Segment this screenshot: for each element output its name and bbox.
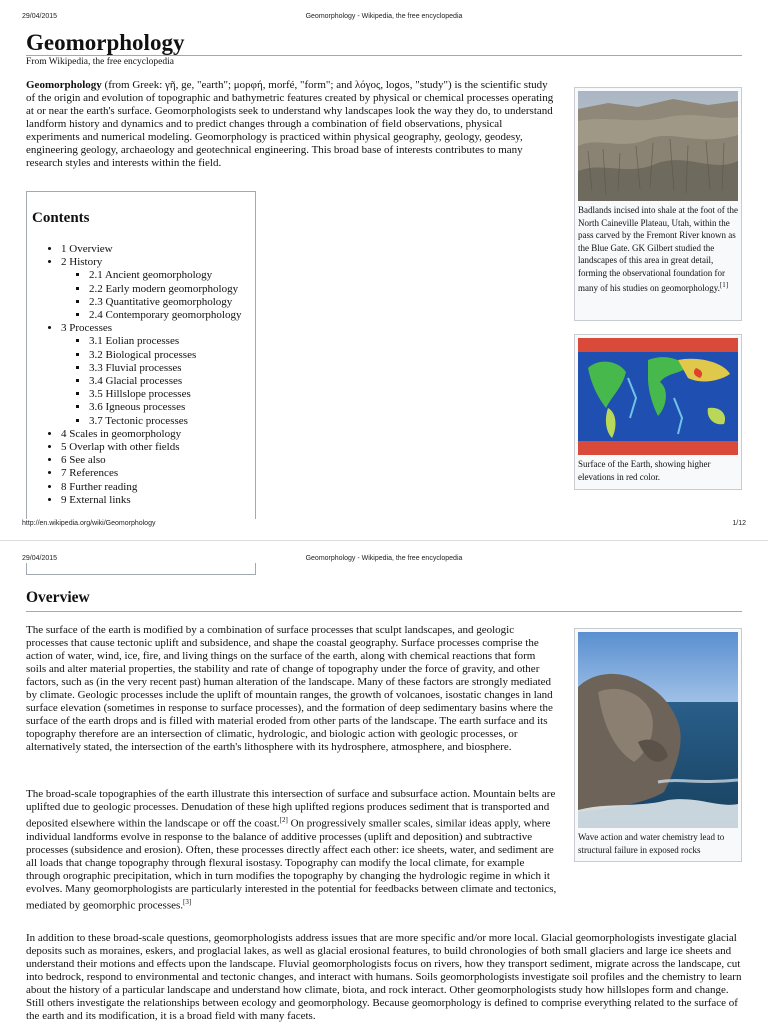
section-heading-overview: Overview: [26, 589, 90, 606]
ref-2[interactable]: [2]: [279, 816, 288, 824]
toc-item[interactable]: [61, 454, 241, 467]
wave-rocks-image[interactable]: [578, 632, 738, 828]
toc-sublist: [61, 335, 241, 427]
toc-item[interactable]: [61, 441, 241, 454]
print-date-2: 29/04/2015: [22, 555, 58, 562]
ref-3[interactable]: [3]: [183, 897, 192, 906]
toc-subitem[interactable]: ▪ 2.3 Quantitative geomorphology: [89, 296, 241, 309]
lead-term: Geomorphology: [26, 79, 102, 91]
toc-item[interactable]: [61, 481, 241, 494]
print-url: http://en.wikipedia.org/wiki/Geomorphology: [22, 520, 156, 527]
figure-wave: [574, 628, 742, 862]
print-page-number: 1/12: [732, 520, 746, 527]
toc-subitem[interactable]: ▪ 2.2 Early modern geomorphology: [89, 283, 241, 296]
section-divider: [26, 611, 742, 612]
toc-subitem[interactable]: ▪ 3.1 Eolian processes: [89, 335, 241, 348]
table-of-contents: [26, 191, 256, 519]
toc-subitem[interactable]: ▪ 3.3 Fluvial processes: [89, 362, 241, 375]
toc-item[interactable]: [61, 467, 241, 480]
page-title: Geomorphology: [26, 30, 185, 55]
toc-item-label[interactable]: 5 Overlap with other fields: [61, 441, 180, 454]
toc-item[interactable]: [61, 322, 241, 428]
toc-list: [61, 243, 241, 507]
caption-badlands: Badlands incised into shale at the foot of the North Caineville Plateau, Utah, within the pass carved by the Fremont River known as the Blue Gate. GK Gilbert studied the landscapes of this area in great detail, forming the observational foundation for many of his studies on geomorphology.[1]: [578, 205, 738, 293]
print-title: Geomorphology - Wikipedia, the free encyclopedia: [305, 13, 463, 20]
figure-badlands: [574, 87, 742, 321]
toc-subitem[interactable]: ▪ 3.6 Igneous processes: [89, 401, 241, 414]
toc-subitem[interactable]: ▪ 3.5 Hillslope processes: [89, 388, 241, 401]
toc-item[interactable]: [61, 256, 241, 322]
caption-wave: Wave action and water chemistry lead to structural failure in exposed rocks: [578, 832, 725, 855]
toc-item-label[interactable]: 8 Further reading: [61, 480, 138, 493]
toc-continuation: [26, 563, 256, 575]
toc-item[interactable]: [61, 243, 241, 256]
toc-subitem[interactable]: ▪ 3.7 Tectonic processes: [89, 415, 241, 428]
title-divider: [26, 55, 742, 56]
toc-subitem[interactable]: ▪ 2.4 Contemporary geomorphology: [89, 309, 241, 322]
toc-item-label[interactable]: 4 Scales in geomorphology: [61, 427, 182, 440]
caption-earth: Surface of the Earth, showing higher elevations in red color.: [578, 459, 711, 482]
ref-1[interactable]: [1]: [719, 281, 729, 289]
badlands-image[interactable]: [578, 91, 738, 201]
lead-paragraph: [26, 79, 556, 170]
overview-paragraph-3: In addition to these broad-scale questions, geomorphologists address issues that are more specific and/or more local. Glacial geomorphologists investigate glacial deposits such as moraines, eskers, and proglacial lakes, as well as glacial erosional features, to build chronologies of both small glaciers and large ice sheets and understand their motions and effects upon the landscape. Fluvial geomorphologists focus on rivers, how they transport sediment, migrate across the landscape, cut into bedrock, respond to environmental and tectonic changes, and interact with humans. Soils geomorphologists investigate soil profiles and the chemistry to learn about the history of a particular landscape and understand how climate, biota, and rock interact. Other geomorphologists study how hillslopes form and change. Still others investigate the relationships between ecology and geomorphology. Because geomorphology is defined to comprise everything related to the surface of the earth and its modification, it is a broad field with many facets.: [26, 932, 742, 1022]
earth-elevation-map[interactable]: [578, 338, 738, 455]
toc-sublist: [61, 269, 241, 322]
toc-subitem[interactable]: ▪ 3.4 Glacial processes: [89, 375, 241, 388]
toc-item-label[interactable]: 7 References: [61, 467, 119, 480]
toc-subitem[interactable]: ▪ 2.1 Ancient geomorphology: [89, 269, 241, 282]
page-separator: [0, 540, 768, 541]
overview-paragraph-1: The surface of the earth is modified by a combination of surface processes that sculpt landscapes, and geologic processes that cause tectonic uplift and subsidence, and shape the coastal geography. Surface processes comprise the action of water, wind, ice, fire, and living things on the surface of the earth, along with chemical reactions that form soils and alter material properties, the stability and rate of change of topography under the force of gravity, and other factors, such as (in the very recent past) human alteration of the landscape. Many of these factors are strongly mediated by climate. Geologic processes include the uplift of mountain ranges, the growth of volcanoes, isostatic changes in land surface elevation (sometimes in response to surface processes), and the formation of deep sedimentary basins where the surface of the earth drops and is filled with material eroded from other parts of the landscape. The earth surface and its topography therefore are an intersection of climatic, hydrologic, and biologic action with geologic processes, or alternatively stated, the intersection of the earth's lithosphere with its hydrosphere, atmosphere, and biosphere.: [26, 624, 553, 753]
toc-item[interactable]: [61, 494, 241, 507]
print-title-2: Geomorphology - Wikipedia, the free encyclopedia: [305, 555, 463, 562]
toc-item[interactable]: [61, 428, 241, 441]
toc-subitem[interactable]: ▪ 3.2 Biological processes: [89, 349, 241, 362]
print-date: 29/04/2015: [22, 13, 58, 20]
toc-item-label[interactable]: 6 See also: [61, 454, 106, 467]
toc-item-label[interactable]: 9 External links: [61, 493, 131, 506]
tagline: From Wikipedia, the free encyclopedia: [26, 57, 174, 67]
figure-earth: [574, 334, 742, 490]
toc-item-label[interactable]: 2 History: [61, 256, 103, 269]
overview-paragraph-2: The broad-scale topographies of the earth illustrate this intersection of surface and subsurface action. Mountain belts are uplifted due to geologic processes. Denudation of these high uplifted regions produces sediment that is transported and deposited elsewhere within the landscape or off the coast.[2] On progressively smaller scales, similar ideas apply, where individual landforms evolve in response to the balance of additive processes (uplift and deposition) and subtractive processes (subsidence and erosion). Often, these processes directly affect each other: ice sheets, water, and sediment are all loads that change topography through flexural isostasy. Topography can modify the local climate, for example through orographic precipitation, which in turn modifies the topography by changing the hydrologic regime in which it evolves. Many geomorphologists are particularly interested in the potential for feedbacks between climate and tectonics, mediated by geomorphic processes.[3]: [26, 788, 557, 912]
lead-text: (from Greek: γῆ, ge, "earth"; μορφή, morfé, "form"; and λόγος, logos, "study") is the scientific study of the origin and evolution of topographic and bathymetric features created by physical or chemical processes operating at or near the earth's surface. Geomorphologists seek to understand why landscapes look the way they do, to understand landform history and dynamics and to predict changes through a combination of field observations, physical experiments and numerical modeling. Geomorphology is practiced within physical geography, geology, geodesy, engineering geology, archaeology and geotechnical engineering. This broad base of interests contributes to many research styles and interests within the field.: [26, 79, 554, 169]
toc-item-label[interactable]: 3 Processes: [61, 322, 113, 335]
toc-item-label[interactable]: 1 Overview: [61, 243, 113, 255]
toc-title: Contents: [32, 210, 90, 226]
